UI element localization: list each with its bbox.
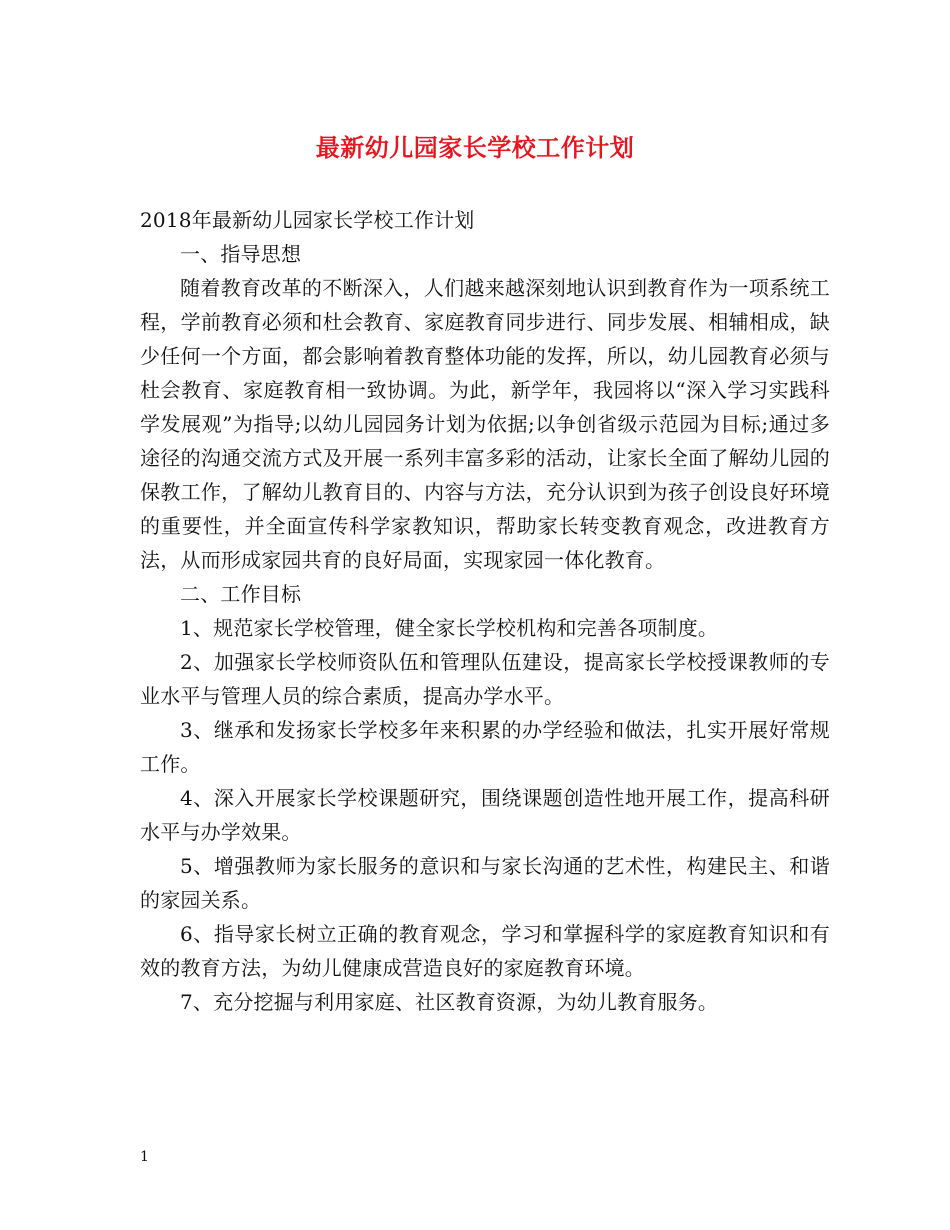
document-body xyxy=(140,203,830,1019)
section-heading-work-goals: 二、工作目标 xyxy=(180,582,302,606)
page-number: 1 xyxy=(140,1149,149,1165)
goal-item-2: 2、加强家长学校师资队伍和管理队伍建设，提高家长学校授课教师的专业水平与管理人员的综合素质，提高办学水平。 xyxy=(140,650,830,708)
goal-item-1: 1、规范家长学校管理，健全家长学校机构和完善各项制度。 xyxy=(180,616,719,640)
section-heading-guiding-ideology: 一、指导思想 xyxy=(180,242,302,266)
goal-item-6: 6、指导家长树立正确的教育观念，学习和掌握科学的家庭教育知识和有效的教育方法，为幼儿健康成营造良好的家庭教育环境。 xyxy=(140,922,830,980)
goal-item-7: 7、充分挖掘与利用家庭、社区教育资源，为幼儿教育服务。 xyxy=(180,990,719,1014)
subtitle-paragraph: 2018年最新幼儿园家长学校工作计划 xyxy=(140,208,475,232)
goal-item-4: 4、深入开展家长学校课题研究，围绕课题创造性地开展工作，提高科研水平与办学效果。 xyxy=(140,786,830,844)
goal-item-3: 3、继承和发扬家长学校多年来积累的办学经验和做法，扎实开展好常规工作。 xyxy=(140,718,830,776)
document-title: 最新幼儿园家长学校工作计划 xyxy=(315,133,635,162)
goal-item-5: 5、增强教师为家长服务的意识和与家长沟通的艺术性，构建民主、和谐的家园关系。 xyxy=(140,854,830,912)
body-paragraph: 随着教育改革的不断深入，人们越来越深刻地认识到教育作为一项系统工程，学前教育必须和杜会教育、家庭教育同步进行、同步发展、相辅相成，缺少任何一个方面，都会影响着教育整体功能的发挥，所以，幼儿园教育必须与杜会教育、家庭教育相一致协调。为此，新学年，我园将以“深入学习实践科学发展观”为指导;以幼儿园园务计划为依据;以争创省级示范园为目标;通过多途径的沟通交流方式及开展一系列丰富多彩的活动，让家长全面了解幼儿园的保教工作，了解幼儿教育目的、内容与方法，充分认识到为孩子创设良好环境的重要性，并全面宣传科学家教知识，帮助家长转变教育观念，改进教育方法，从而形成家园共育的良好局面，实现家园一体化教育。 xyxy=(140,276,830,572)
